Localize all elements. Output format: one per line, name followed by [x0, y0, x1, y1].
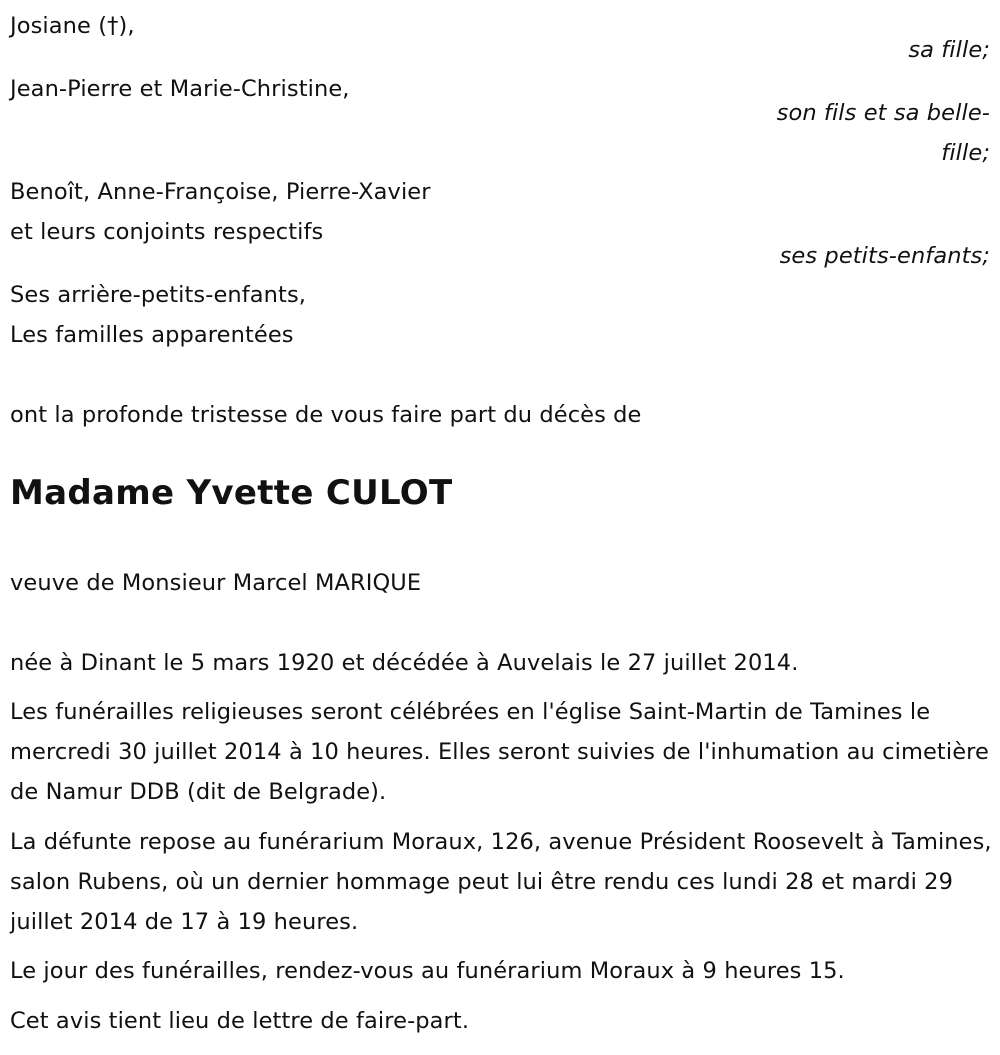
family-name-great-grandchildren: Ses arrière-petits-enfants, [10, 282, 307, 308]
family-name-son-couple: Jean-Pierre et Marie-Christine, [10, 76, 350, 102]
family-name-relatives: Les familles apparentées [10, 322, 294, 348]
announcement-text: ont la profonde tristesse de vous faire part du décès de [10, 402, 642, 428]
funeral-paragraph: Les funérailles religieuses seront célébrées en l'église Saint-Martin de Tamines le mercredi 30 juillet 2014 à 10 heures. Elles seront suivies de l'inhumation au cimetière de Namur DDB (dit de Belgrade). [10, 699, 989, 805]
closing-paragraph: Cet avis tient lieu de lettre de faire-part. [10, 1008, 470, 1034]
relation-daughter: sa fille; [908, 37, 990, 63]
meeting-paragraph: Le jour des funérailles, rendez-vous au funérarium Moraux à 9 heures 15. [10, 958, 845, 984]
relation-son-line2: fille; [941, 140, 990, 166]
birth-death-paragraph: née à Dinant le 5 mars 1920 et décédée à Auvelais le 27 juillet 2014. [10, 650, 799, 676]
family-name-josiane: Josiane (†), [10, 13, 135, 39]
family-name-grandchildren-line2: et leurs conjoints respectifs [10, 219, 324, 245]
deceased-name: Madame Yvette CULOT [10, 473, 453, 513]
family-name-grandchildren-line1: Benoît, Anne-Françoise, Pierre-Xavier [10, 179, 431, 205]
viewing-paragraph: La défunte repose au funérarium Moraux, 126, avenue Président Roosevelt à Tamines, salon Rubens, où un dernier hommage peut lui être rendu ces lundi 28 et mardi 29 juillet 2014 de 17 à 19 heures. [10, 829, 992, 935]
relation-grandchildren: ses petits-enfants; [779, 243, 990, 269]
widow-of-text: veuve de Monsieur Marcel MARIQUE [10, 570, 422, 596]
relation-son-line1: son fils et sa belle- [776, 100, 990, 126]
